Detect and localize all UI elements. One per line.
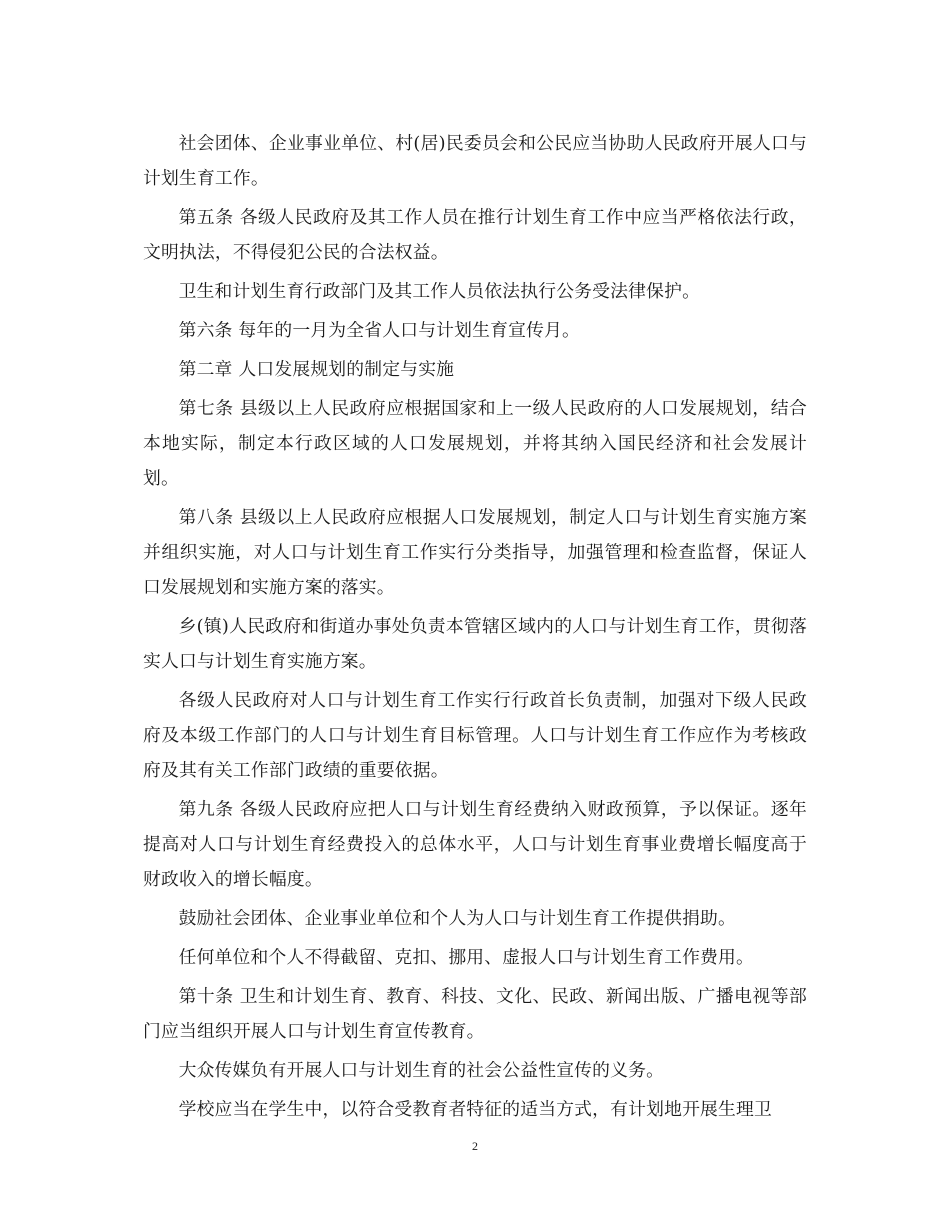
paragraph-13: 第十条 卫生和计划生育、教育、科技、文化、民政、新闻出版、广播电视等部门应当组织开展人口与计划生育宣传教育。 bbox=[143, 986, 807, 1042]
paragraph-8: 乡(镇)人民政府和街道办事处负责本管辖区域内的人口与计划生育工作，贯彻落实人口与计划生育实施方案。 bbox=[143, 616, 807, 672]
paragraph-2: 第五条 各级人民政府及其工作人员在推行计划生育工作中应当严格依法行政，文明执法，不得侵犯公民的合法权益。 bbox=[143, 207, 807, 263]
paragraph-9: 各级人民政府对人口与计划生育工作实行行政首长负责制，加强对下级人民政府及本级工作部门的人口与计划生育目标管理。人口与计划生育工作应作为考核政府及其有关工作部门政绩的重要依据。 bbox=[143, 690, 807, 781]
paragraph-3: 卫生和计划生育行政部门及其工作人员依法执行公务受法律保护。 bbox=[178, 281, 701, 302]
paragraph-11: 鼓励社会团体、企业事业单位和个人为人口与计划生育工作提供捐助。 bbox=[178, 908, 737, 929]
chapter-heading: 第二章 人口发展规划的制定与实施 bbox=[178, 359, 455, 380]
paragraph-12: 任何单位和个人不得截留、克扣、挪用、虚报人口与计划生育工作费用。 bbox=[178, 947, 754, 968]
paragraph-6: 第七条 县级以上人民政府应根据国家和上一级人民政府的人口发展规划，结合本地实际，制定本行政区域的人口发展规划，并将其纳入国民经济和社会发展计划。 bbox=[143, 398, 807, 489]
paragraph-7: 第八条 县级以上人民政府应根据人口发展规划，制定人口与计划生育实施方案并组织实施，对人口与计划生育工作实行分类指导，加强管理和检查监督，保证人口发展规划和实施方案的落实。 bbox=[143, 507, 807, 598]
paragraph-14: 大众传媒负有开展人口与计划生育的社会公益性宣传的义务。 bbox=[178, 1060, 665, 1081]
paragraph-10: 第九条 各级人民政府应把人口与计划生育经费纳入财政预算，予以保证。逐年提高对人口与计划生育经费投入的总体水平，人口与计划生育事业费增长幅度高于财政收入的增长幅度。 bbox=[143, 799, 807, 890]
paragraph-4: 第六条 每年的一月为全省人口与计划生育宣传月。 bbox=[178, 320, 581, 341]
paragraph-1: 社会团体、企业事业单位、村(居)民委员会和公民应当协助人民政府开展人口与计划生育工作。 bbox=[143, 133, 807, 189]
page-number: 2 bbox=[472, 1139, 478, 1153]
paragraph-15: 学校应当在学生中，以符合受教育者特征的适当方式，有计划地开展生理卫 bbox=[178, 1099, 772, 1120]
document-body bbox=[143, 126, 807, 1131]
